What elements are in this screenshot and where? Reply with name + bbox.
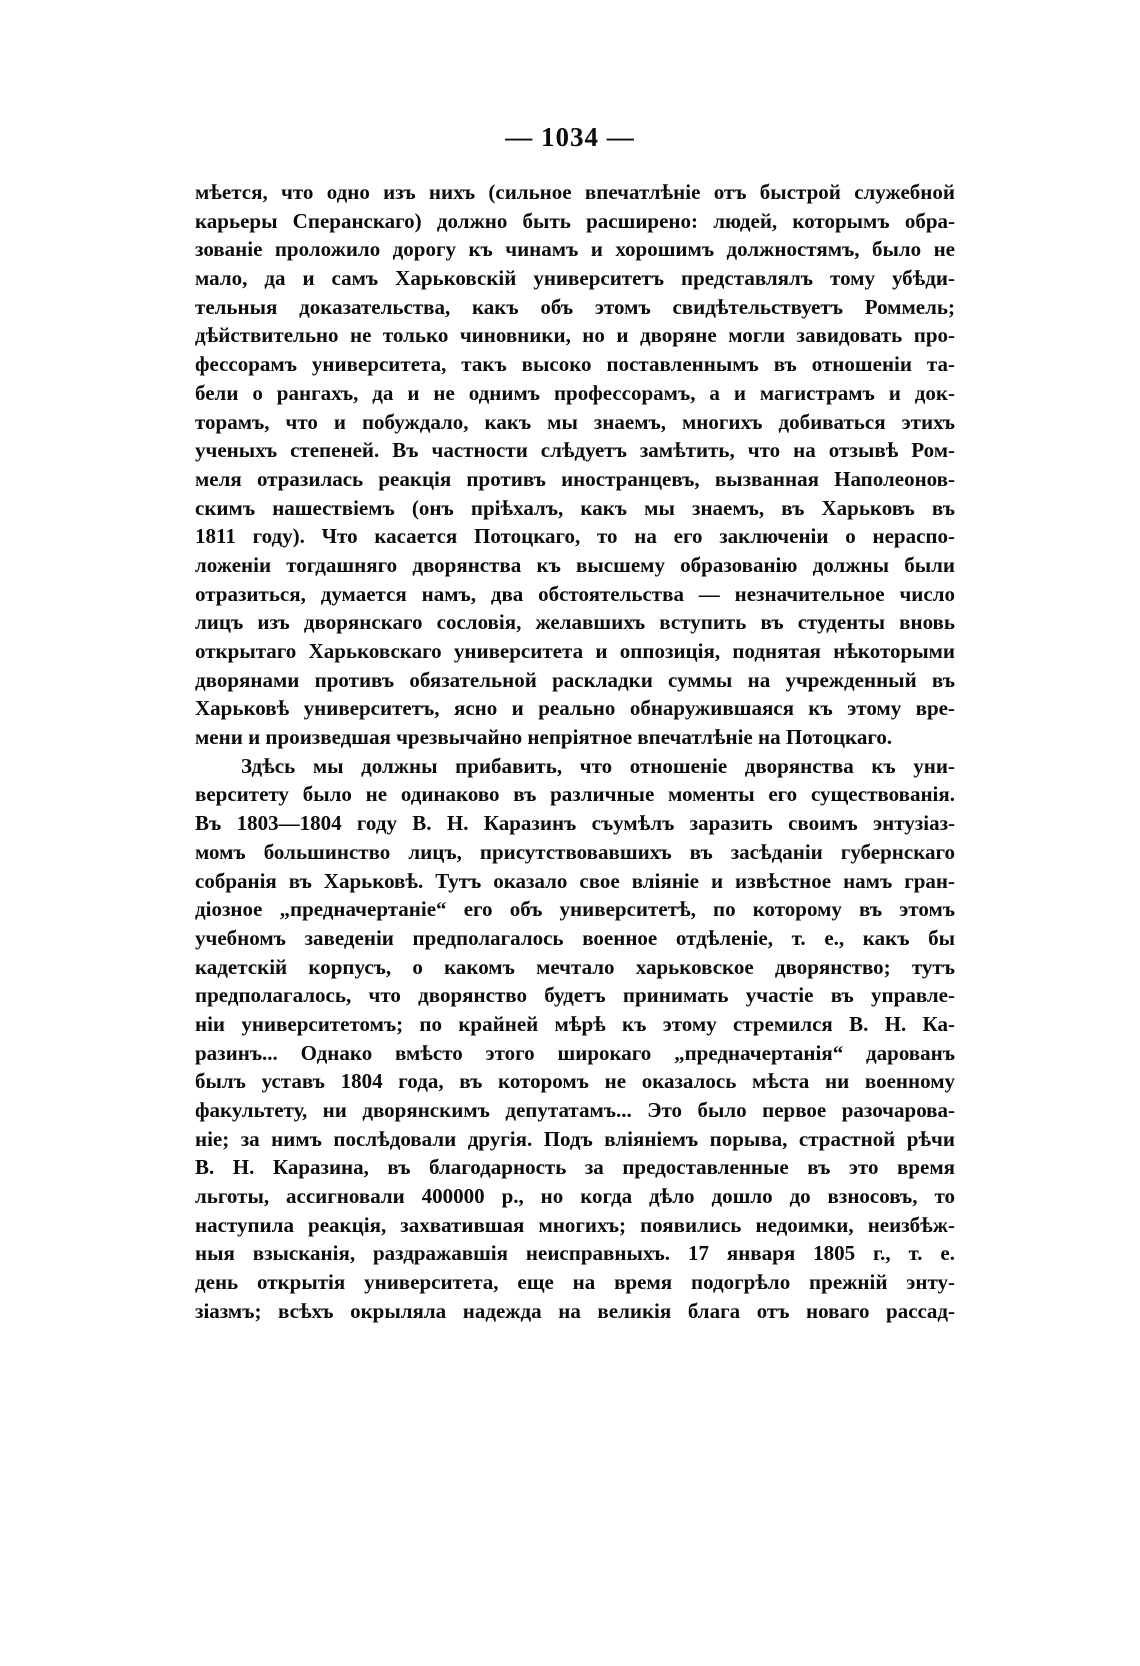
text-line: учебномъ заведеніи предполагалось военное отдѣленіе, т. е., какъ бы <box>195 925 955 950</box>
text-line: Харьковѣ университетъ, ясно и реально обнаружившаяся къ этому вре- <box>195 696 955 721</box>
text-line: мѣется, что одно изъ нихъ (сильное впечатлѣніе отъ быстрой служебной <box>195 180 955 204</box>
text-line: открытаго Харьковскаго университета и оппозиція, поднятая нѣкоторыми <box>195 639 955 663</box>
text-line: дворянами противъ обязательной раскладки суммы на учрежденный въ <box>195 667 955 692</box>
text-line: ученыхъ степеней. Въ частности слѣдуетъ замѣтить, что на отзывѣ Ром- <box>195 438 955 463</box>
text-line: карьеры Сперанскаго) должно быть расширено: людей, которымъ обра- <box>195 208 955 233</box>
text-line: дѣйствительно не только чиновники, но и дворяне могли завидовать про- <box>195 323 955 348</box>
text-line: кадетскій корпусъ, о какомъ мечтало харьковское дворянство; тутъ <box>195 954 955 979</box>
text-line: лицъ изъ дворянскаго сословія, желавшихъ вступить въ студенты вновь <box>195 610 955 635</box>
text-line: мени и произведшая чрезвычайно непріятное впечатлѣніе на Потоцкаго. <box>195 725 893 750</box>
text-line: наступила реакція, захватившая многихъ; появились недоимки, неизбѣж- <box>195 1212 955 1237</box>
text-line: діозное „предначертаніе“ его объ университетѣ, по которому въ этомъ <box>195 897 955 922</box>
text-line: верситету было не одинаково въ различные моменты его существованія. <box>195 782 955 807</box>
text-line: предполагалось, что дворянство будетъ принимать участіе въ управле- <box>195 983 955 1008</box>
page-number: — 1034 — <box>505 122 635 152</box>
text-line: момъ большинство лицъ, присутствовавшихъ въ засѣданіи губернскаго <box>195 839 955 864</box>
text-line: ложеніи тогдашняго дворянства къ высшему образованію должны были <box>195 552 955 577</box>
text-line: В. Н. Каразина, въ благодарность за предоставленные въ это время <box>195 1155 955 1180</box>
text-line: былъ уставъ 1804 года, въ которомъ не оказалось мѣста ни военному <box>195 1069 955 1094</box>
text-line: скимъ нашествіемъ (онъ пріѣхалъ, какъ мы знаемъ, въ Харьковъ въ <box>195 495 955 520</box>
text-line: отразиться, думается намъ, два обстоятельства — незначительное число <box>195 581 955 606</box>
text-line: ныя взысканія, раздражавшія неисправныхъ. 17 января 1805 г., т. е. <box>195 1241 955 1266</box>
text-line: день открытія университета, еще на время подогрѣло прежній энту- <box>195 1270 955 1295</box>
text-line: мало, да и самъ Харьковскій университетъ представлялъ тому убѣди- <box>195 266 955 291</box>
text-line: тельныя доказательства, какъ объ этомъ свидѣтельствуетъ Роммель; <box>195 294 955 319</box>
text-line: фессорамъ университета, такъ высоко поставленнымъ въ отношеніи та- <box>195 352 955 377</box>
text-line: зіазмъ; всѣхъ окрыляла надежда на великія блага отъ новаго расcад- <box>195 1298 955 1323</box>
text-line: ніи университетомъ; по крайней мѣрѣ къ этому стремился В. Н. Ка- <box>195 1011 955 1036</box>
body-text <box>195 178 955 1326</box>
text-line: собранія въ Харьковѣ. Тутъ оказало свое вліяніе и извѣстное намъ гран- <box>195 868 955 893</box>
text-line: бели о рангахъ, да и не однимъ профессорамъ, а и магистрамъ и док- <box>195 380 955 405</box>
text-line: 1811 году). Что касается Потоцкаго, то на его заключеніи о нераспо- <box>195 524 955 549</box>
text-line: факультету, ни дворянскимъ депутатамъ... Это было первое разочарова- <box>195 1098 955 1122</box>
text-line: разинъ... Однако вмѣсто этого широкаго „предначертанія“ дарованъ <box>195 1040 955 1065</box>
text-line: ніе; за нимъ послѣдовали другія. Подъ вліяніемъ порыва, страстной рѣчи <box>195 1126 955 1151</box>
paragraph-start-line: Здѣсь мы должны прибавить, что отношеніе дворянства къ уни- <box>241 753 955 778</box>
text-line: меля отразилась реакція противъ иностранцевъ, вызванная Наполеонов- <box>195 466 955 491</box>
text-line: зованіе проложило дорогу къ чинамъ и хорошимъ должностямъ, было не <box>195 237 955 262</box>
text-line: Въ 1803—1804 году В. Н. Каразинъ съумѣлъ заразить своимъ энтузіаз- <box>195 811 955 836</box>
text-line: торамъ, что и побуждало, какъ мы знаемъ, многихъ добиваться этихъ <box>195 409 955 434</box>
text-line: льготы, ассигновали 400000 р., но когда дѣло дошло до взносовъ, то <box>195 1184 955 1209</box>
